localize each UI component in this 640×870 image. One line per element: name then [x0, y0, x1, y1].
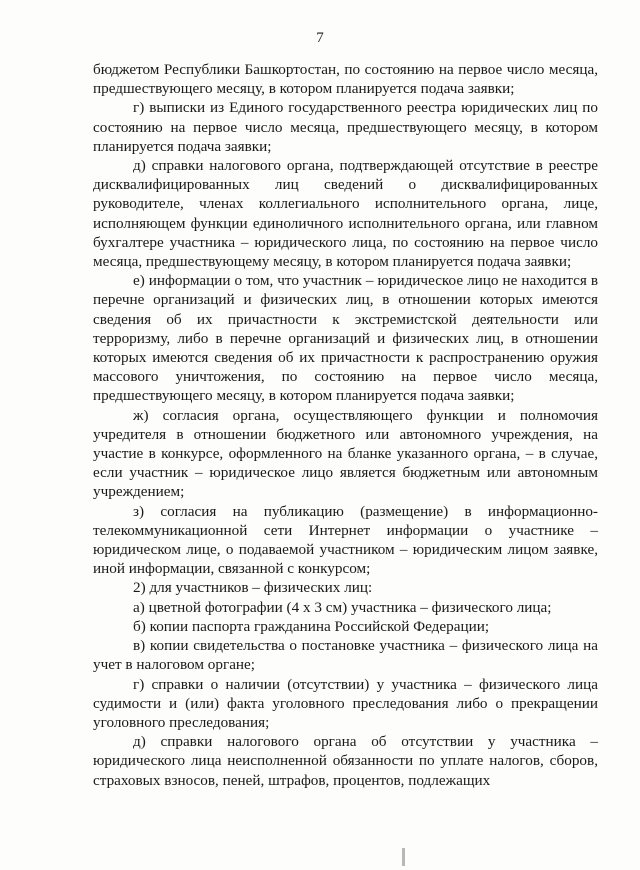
paragraph-item-zh-founder-consent: ж) согласия органа, осуществляющего функции и полномочия учредителя в отношении бюджетного или автономного учреждения, на участие в конкурсе, оформленного на бланке указанного органа, – в случае, если участник – юридическое лицо является бюджетным или автономным учреждением;	[93, 406, 598, 501]
paragraph-item-g-egrul-extract: г) выписки из Единого государственного реестра юридических лиц по состоянию на первое число месяца, предшествующего месяцу, в котором планируется подача заявки;	[93, 99, 598, 155]
paragraph-item-z-publication-consent: з) согласия на публикацию (размещение) в информационно-телекоммуникационной сети Интернет информации о участнике – юридическом лице, о подаваемой участником – юридическим лицом заявке, иной информации, связанной с конкурсом;	[93, 502, 598, 578]
paragraph-continuation: бюджетом Республики Башкортостан, по состоянию на первое число месяца, предшествующего месяцу, в котором планируется подача заявки;	[93, 61, 598, 98]
paragraph-item-d-tax-certificate: д) справки налогового органа об отсутствии у участника – юридического лица неисполненной обязанности по уплате налогов, сборов, страховых взносов, пеней, штрафов, процентов, подлежащих	[93, 733, 598, 789]
scan-edge-mark	[402, 848, 405, 866]
paragraph-item-e-extremism-list: е) информации о том, что участник – юридическое лицо не находится в перечне организаций и физических лиц, в отношении которых имеются сведения об их причастности к экстремистской деятельности или терроризму, либо в перечне организаций и физических лиц, в отношении которых имеются сведения об их причастности к распространению оружия массового уничтожения, по состоянию на первое число месяца, предшествующего месяцу, в котором планируется подача заявки;	[93, 272, 598, 405]
paragraph-section-individuals: 2) для участников – физических лиц:	[133, 579, 373, 597]
paragraph-item-b-passport: б) копии паспорта гражданина Российской Федерации;	[133, 617, 490, 635]
paragraph-item-g-criminal-record: г) справки о наличии (отсутствии) у участника – физического лица судимости и (или) факта уголовного преследования либо о прекращении уголовного преследования;	[93, 675, 598, 731]
document-body	[93, 60, 598, 790]
page-number: 7	[316, 30, 324, 46]
paragraph-item-v-tax-registration: в) копии свидетельства о постановке участника – физического лица на учет в налоговом органе;	[93, 637, 598, 674]
paragraph-item-d-disqualified-persons: д) справки налогового органа, подтверждающей отсутствие в реестре дисквалифицированных лиц сведений о дисквалифицированных руководителе, членах коллегиального исполнительного органа, лице, исполняющем функции единоличного исполнительного органа, или главном бухгалтере участника – юридического лица, по состоянию на первое число месяца, предшествующему месяцу, в котором планируется подача заявки;	[93, 157, 598, 271]
paragraph-item-a-photo: а) цветной фотографии (4 x 3 см) участника – физического лица;	[133, 598, 552, 616]
